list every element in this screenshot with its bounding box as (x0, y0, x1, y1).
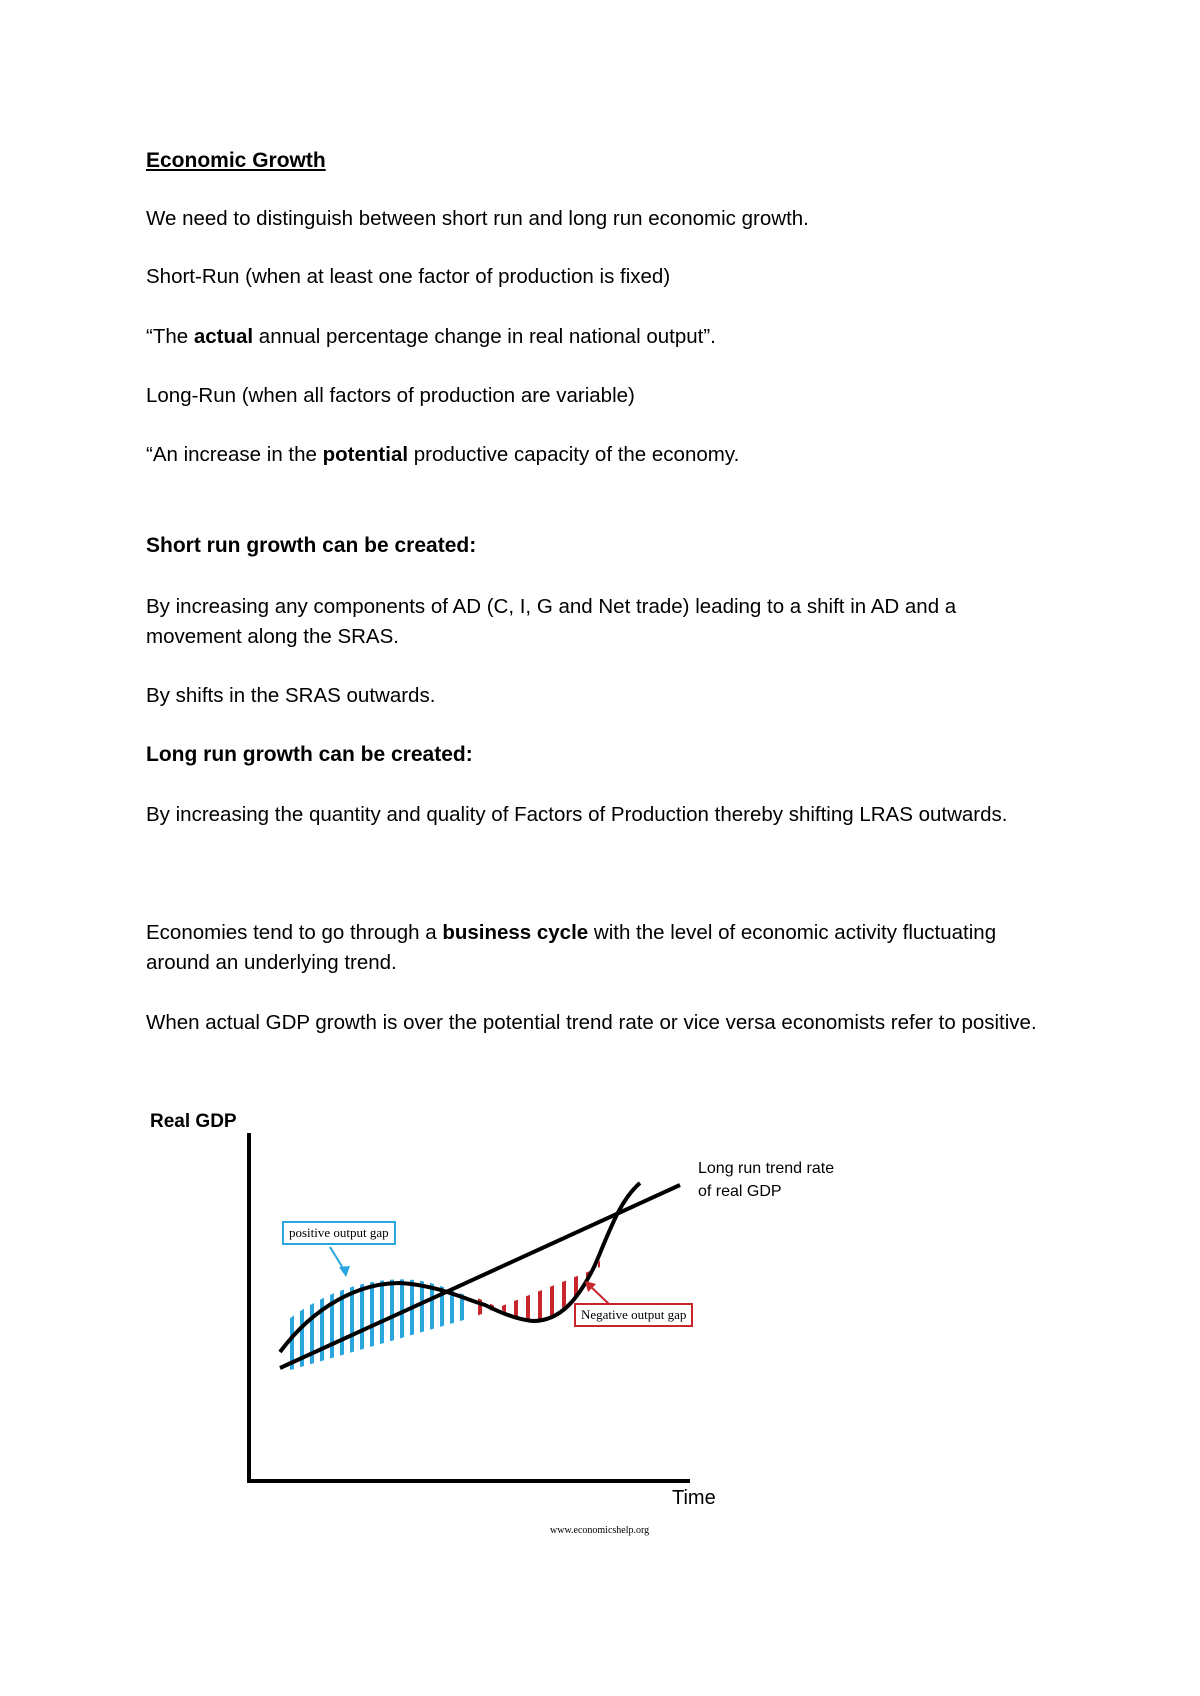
trend-label (698, 1157, 834, 1203)
short-run-heading: Short run growth can be created: (146, 534, 477, 557)
intro-paragraph: We need to distinguish between short run and long run economic growth. (146, 207, 809, 230)
output-gap-paragraph: When actual GDP growth is over the potential trend rate or vice versa economists refer to positive. (146, 1011, 1037, 1034)
quote-text: “An increase in the (146, 443, 323, 466)
source-credit: www.economicshelp.org (550, 1525, 650, 1536)
positive-gap-label: positive output gap (282, 1221, 396, 1245)
short-run-paragraph-2: By shifts in the SRAS outwards. (146, 684, 436, 707)
y-axis-label: Real GDP (150, 1111, 237, 1132)
x-axis-label: Time (672, 1487, 716, 1509)
trend-label-line-2: of real GDP (698, 1183, 782, 1200)
output-gap-diagram (140, 1105, 835, 1545)
long-run-quote (146, 440, 1056, 470)
long-run-paragraph: By increasing the quantity and quality of Factors of Production thereby shifting LRAS outwards. (146, 803, 1008, 826)
emphasis-business-cycle: business cycle (442, 921, 589, 944)
quote-text: annual percentage change in real national output”. (253, 325, 716, 348)
negative-gap-label: Negative output gap (574, 1303, 693, 1327)
negative-gap-arrow (589, 1285, 610, 1305)
short-run-paragraph-1: By increasing any components of AD (C, I, G and Net trade) leading to a shift in AD and a movement along the SRAS. (146, 595, 957, 648)
emphasis-potential: potential (322, 443, 409, 466)
positive-gap-arrowhead (339, 1266, 350, 1277)
paragraph-text: Economies tend to go through a (146, 921, 443, 944)
business-cycle-paragraph (146, 918, 1056, 978)
paragraph-text: with the level of economic activity fluctuating around an underlying trend. (146, 921, 997, 974)
emphasis-actual: actual (193, 325, 254, 348)
quote-text: “The (146, 325, 194, 348)
long-run-definition: Long-Run (when all factors of production are variable) (146, 384, 635, 407)
short-run-definition: Short-Run (when at least one factor of production is fixed) (146, 265, 671, 288)
quote-text: productive capacity of the economy. (408, 443, 740, 466)
long-run-heading: Long run growth can be created: (146, 743, 473, 766)
short-run-quote (146, 322, 1056, 352)
page-title: Economic Growth (146, 149, 326, 172)
trend-label-line-1: Long run trend rate (698, 1160, 835, 1177)
